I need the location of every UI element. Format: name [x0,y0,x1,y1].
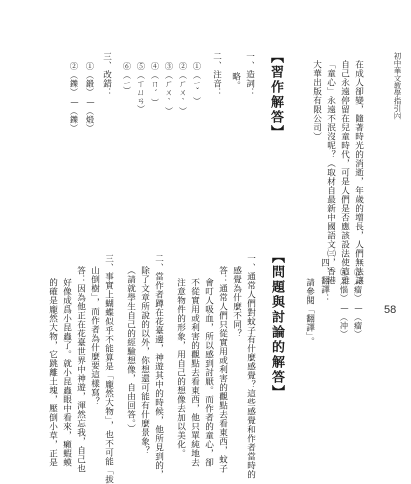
q1-line-3: 答：通常人們只從實用或利害的觀點去看東西，蚊子 [217,266,228,473]
correction-item-1: ①（鍛）—（煅） [85,62,96,133]
q2-line-3: （請就學生自己的經驗想像，自由回答。） [125,266,136,433]
section-4-label: 四、翻譯： [319,258,330,303]
passage-line-4: 大華出版有限公司） [311,60,322,141]
running-header: 初中華文教學指引㈥ [393,52,402,120]
q1-line-6: 注意物件的形象，用自己的想像去加以美化。 [175,278,186,458]
section-3-label: 三、改錯： [101,52,112,97]
section-1-label: 一、造詞： [244,52,255,97]
pinyin-item-1: ①（ㄧˇ） [192,62,203,106]
pinyin-item-4: ④（ㄇˊ） [150,62,161,107]
q1-line-1: 一、通常人們對蚊子有什麼感覺？這些感覺和作者當時的 [245,254,256,479]
pinyin-item-2: ②（ㄏㄨˋ） [178,62,189,116]
q2-line-1: 二、當作者蹲在花臺邊，神遊其中的時候，他所見到的， [153,254,164,479]
section-2-label: 二、注音： [211,52,222,97]
correction-item-4: ④（惱）—（冲） [339,268,350,339]
q1-line-4: 會叮人吸血，所以感到討厭。而作者的童心，卻 [203,278,214,467]
q3-line-2: 山倒樹」，而作者為什麼要這樣寫？ [89,266,100,406]
section-4-text: 請參閱「翻譯」。 [304,278,315,346]
passage-line-3: 「童心」永遠不泯沒呢？（取材自最新中國語文㈢，香港 [325,60,336,285]
discussion-answers-heading: 【問題與討論的解答】 [269,250,284,400]
passage-line-1: 在成人卻變，隨著時光的消逝，年歲的增長，人們無法讓 [353,60,364,285]
correction-item-3: ③（瘤）—（瘤） [353,268,364,339]
q2-line-2: 除了文章所說的以外，你想還可能有什麼景象？ [139,266,150,455]
passage-line-2: 自己永遠停留在兒童時代，可是人們是否應該設法使這雅 [339,60,350,285]
pinyin-item-3: ③（ㄏㄨˋ） [164,62,175,116]
pinyin-item-5: ⑤（ㄒㄩㄢ） [136,62,147,114]
q3-line-5: 的確是龐然大物，它跳離土塊，壓倒小草，正是 [47,278,58,467]
exercise-answers-heading: 【習作解答】 [268,50,283,140]
q3-line-4: 好像成爲小昆蟲了。就小昆蟲眼中看來，癩蝦蟆 [61,278,72,467]
q3-line-1: 三、事實上蝴蝶似乎不能算是「龐然大物」，也不可能「拔 [103,254,114,484]
correction-item-2: ②（鑠）—（鑠） [69,62,80,133]
section-1-text: 略。 [230,72,241,90]
pinyin-item-6: ⑥（ㄧ） [122,62,133,95]
q1-line-5: 不從實用或利害的觀點去看東西，他只單純地去 [189,278,200,467]
q1-line-2: 感覺為什麼不同？ [231,266,242,338]
q3-line-3: 答：因為他正在花臺世界中神遊，渾然忘我，自己也 [75,266,86,473]
page-number: 58 [384,304,397,316]
